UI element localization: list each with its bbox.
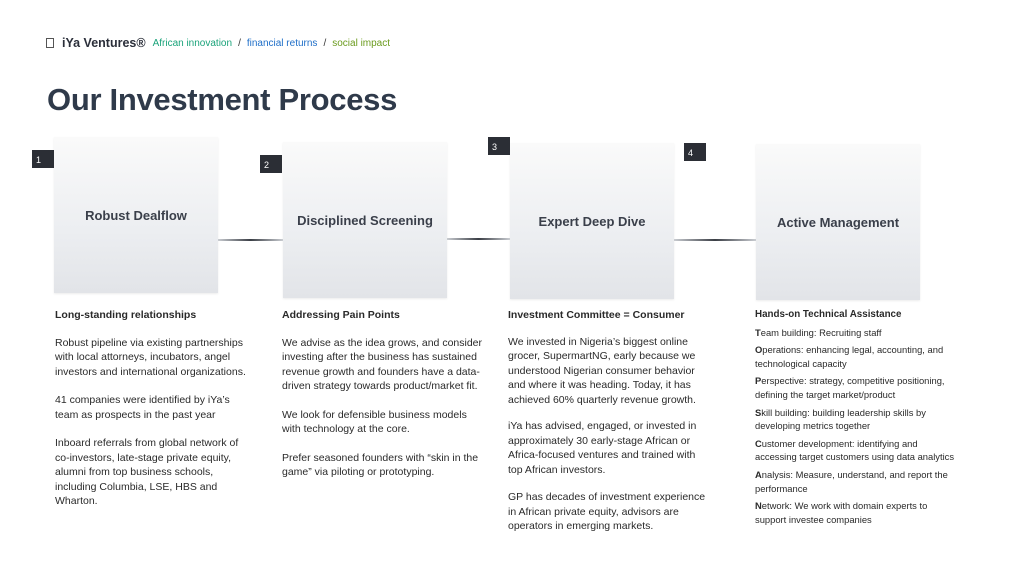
tagline-separator: / [238,37,241,49]
step-card-screening [283,142,447,298]
column-dealflow [55,308,255,509]
step-number-badge: 4 [684,143,706,161]
column-paragraph: Robust pipeline via existing partnerships with local attorneys, incubators, angel investors and international organizations. [55,336,246,378]
list-item: Customer development: identifying and accessing target customers using data analytics [755,437,955,463]
column-paragraph: We advise as the idea grows, and consider investing after the business has sustained revenue growth and founders have a data-driven strategy towards product/market fit. [282,336,483,392]
step-number-badge: 1 [32,150,54,168]
column-heading: Long-standing relationships [55,309,197,321]
step-number-badge: 3 [488,137,510,155]
column-paragraph: We invested in Nigeria’s biggest online grocer, SupermartNG, early because we understood Nigerian consumer behavior and where it was heading. Today, it has achieved 60% quarterly revenue growth. [508,335,696,406]
logo-icon [46,38,54,48]
column-paragraph: Prefer seasoned founders with “skin in the game” via piloting or prototyping. [282,451,479,478]
tagline-financial-returns: financial returns [246,37,318,49]
list-item: Analysis: Measure, understand, and report the performance [755,468,948,494]
tagline-separator: / [323,37,327,49]
list-item: Network: We work with domain experts to support investee companies [755,500,928,525]
page-title: Our Investment Process [47,82,398,117]
column-active-management [755,308,955,526]
step-card-dealflow [54,137,218,293]
brand-header [46,36,390,50]
step-label: Disciplined Screening [297,212,433,228]
list-item: Operations: enhancing legal, accounting, and technological capacity [755,344,944,369]
step-connector [447,238,510,240]
list-item: Team building: Recruiting staff [755,326,882,338]
column-heading: Hands-on Technical Assistance [755,309,902,320]
column-paragraph: 41 companies were identified by iYa’s team as prospects in the past year [55,394,230,421]
step-number-badge: 2 [260,155,282,173]
step-card-active-management [756,144,920,300]
column-deep-dive [508,308,710,534]
list-item: Perspective: strategy, competitive positioning, defining the target market/product [755,375,945,400]
column-heading: Investment Committee = Consumer [508,309,685,321]
step-card-deep-dive [510,143,674,299]
step-label: Expert Deep Dive [538,213,646,229]
list-item: Skill building: building leadership skills by developing metrics together [755,406,926,432]
tagline-african-innovation: African innovation [152,37,233,49]
step-connector [674,239,756,241]
column-paragraph: We look for defensible business models with technology at the core. [282,408,467,435]
column-paragraph: Inboard referrals from global network of co-investors, late-stage private equity, alumni from top business schools, including Columbia, LSE, HBS and Wharton. [55,437,239,507]
column-screening [282,308,482,480]
column-paragraph: GP has decades of investment experience in African private equity, advisors are operators in emerging markets. [508,491,706,532]
brand-name: iYa Ventures® [62,36,146,50]
step-label: Robust Dealflow [85,207,187,223]
tagline-social-impact: social impact [332,37,391,49]
column-heading: Addressing Pain Points [282,309,400,321]
step-label: Active Management [776,214,900,230]
step-connector [218,239,283,241]
column-paragraph: iYa has advised, engaged, or invested in approximately 30 early-stage African or Africa-focused ventures and trained with top African investors. [508,420,697,476]
